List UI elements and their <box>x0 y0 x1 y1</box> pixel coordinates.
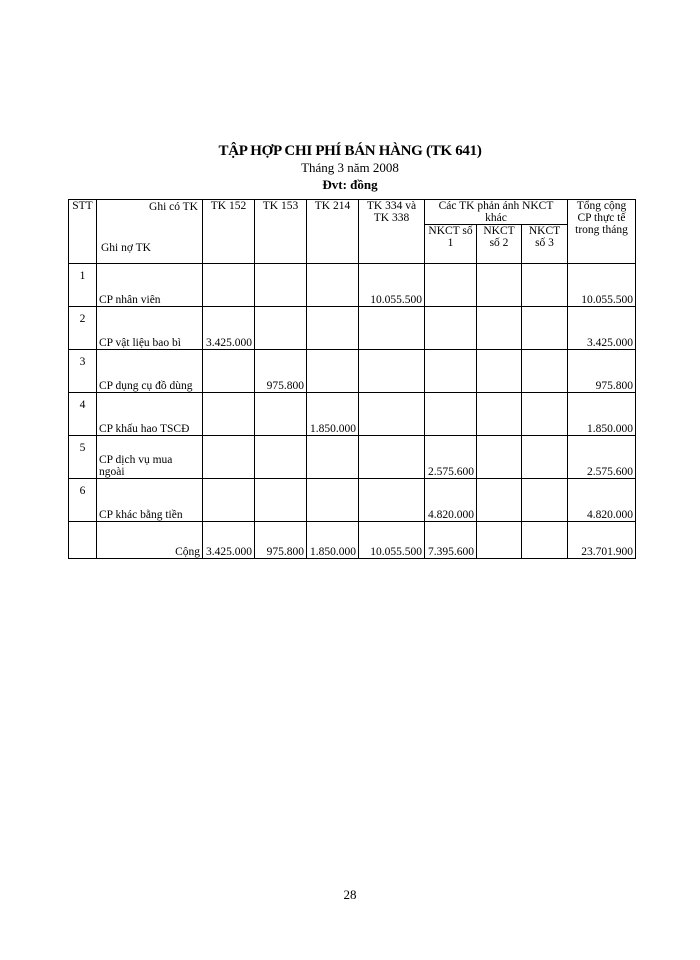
cell-tk153 <box>255 479 307 522</box>
total-tk214: 1.850.000 <box>307 522 359 559</box>
cell-tk334 <box>359 393 425 436</box>
cell-total: 4.820.000 <box>568 479 636 522</box>
cell-tk152 <box>203 436 255 479</box>
cell-nkct2 <box>477 350 522 393</box>
cell-tk214 <box>307 264 359 307</box>
cell-tk152 <box>203 350 255 393</box>
document-subtitle: Tháng 3 năm 2008 <box>301 160 399 175</box>
header-nkct2: NKCT số 2 <box>477 225 522 264</box>
cell-nkct1 <box>425 350 477 393</box>
header-tk153: TK 153 <box>255 200 307 264</box>
total-grand: 23.701.900 <box>568 522 636 559</box>
cell-total: 10.055.500 <box>568 264 636 307</box>
cell-tk214 <box>307 436 359 479</box>
table-row <box>69 264 636 307</box>
cell-nkct3 <box>522 479 568 522</box>
table-row <box>69 479 636 522</box>
row-stt: 4 <box>69 393 97 436</box>
total-row <box>69 522 636 559</box>
cell-nkct2 <box>477 307 522 350</box>
row-stt: 2 <box>69 307 97 350</box>
total-tk152: 3.425.000 <box>203 522 255 559</box>
cell-nkct1: 4.820.000 <box>425 479 477 522</box>
header-nkct1: NKCT số 1 <box>425 225 477 264</box>
cell-nkct1 <box>425 307 477 350</box>
cell-tk153 <box>255 307 307 350</box>
cell-tk152 <box>203 393 255 436</box>
cell-tk152 <box>203 479 255 522</box>
total-row-label: Cộng <box>97 522 203 559</box>
cell-tk334 <box>359 436 425 479</box>
table-row <box>69 436 636 479</box>
cell-tk334 <box>359 350 425 393</box>
cell-tk214 <box>307 307 359 350</box>
row-name: CP dụng cụ đồ dùng <box>97 350 203 393</box>
table-row <box>69 393 636 436</box>
cell-nkct3 <box>522 264 568 307</box>
page-number: 28 <box>343 887 357 902</box>
row-stt: 3 <box>69 350 97 393</box>
cell-tk214 <box>307 479 359 522</box>
cell-nkct2 <box>477 479 522 522</box>
header-credit: Ghi có TK <box>149 201 198 213</box>
cell-nkct1 <box>425 393 477 436</box>
cell-nkct2 <box>477 436 522 479</box>
cell-tk153 <box>255 393 307 436</box>
cell-total: 2.575.600 <box>568 436 636 479</box>
cell-nkct3 <box>522 393 568 436</box>
cell-tk152: 3.425.000 <box>203 307 255 350</box>
row-name: CP vật liệu bao bì <box>97 307 203 350</box>
cell-nkct3 <box>522 350 568 393</box>
header-tk214: TK 214 <box>307 200 359 264</box>
row-name: CP nhân viên <box>97 264 203 307</box>
header-debit: Ghi nợ TK <box>101 242 151 254</box>
cell-tk214: 1.850.000 <box>307 393 359 436</box>
total-tk334: 10.055.500 <box>359 522 425 559</box>
row-stt: 6 <box>69 479 97 522</box>
cell-tk334 <box>359 479 425 522</box>
cell-nkct3 <box>522 436 568 479</box>
cell-tk153 <box>255 436 307 479</box>
row-stt: 5 <box>69 436 97 479</box>
cell-tk334 <box>359 307 425 350</box>
cell-tk214 <box>307 350 359 393</box>
cell-tk153: 975.800 <box>255 350 307 393</box>
cell-tk152 <box>203 264 255 307</box>
cell-total: 975.800 <box>568 350 636 393</box>
total-nkct3 <box>522 522 568 559</box>
row-name: CP dịch vụ mua ngoài <box>97 436 203 479</box>
header-row <box>69 200 636 225</box>
header-account-split <box>97 200 203 264</box>
header-stt: STT <box>69 200 97 264</box>
cell-nkct1 <box>425 264 477 307</box>
cost-summary-table <box>68 199 636 559</box>
document-title: TẬP HỢP CHI PHÍ BÁN HÀNG (TK 641) <box>218 143 482 159</box>
cell-nkct2 <box>477 393 522 436</box>
total-nkct1: 7.395.600 <box>425 522 477 559</box>
table-row <box>69 350 636 393</box>
row-stt: 1 <box>69 264 97 307</box>
cell-tk153 <box>255 264 307 307</box>
table-row <box>69 307 636 350</box>
header-tk152: TK 152 <box>203 200 255 264</box>
total-nkct2 <box>477 522 522 559</box>
row-name: CP khấu hao TSCĐ <box>97 393 203 436</box>
header-other-group: Các TK phản ánh NKCT khác <box>425 200 568 225</box>
cell-total: 1.850.000 <box>568 393 636 436</box>
header-tk334: TK 334 và TK 338 <box>359 200 425 264</box>
cell-nkct1: 2.575.600 <box>425 436 477 479</box>
currency-unit: Đvt: đồng <box>322 177 378 192</box>
total-row-stt <box>69 522 97 559</box>
cell-nkct2 <box>477 264 522 307</box>
row-name: CP khác bằng tiền <box>97 479 203 522</box>
header-total: Tổng cộng CP thực tế trong tháng <box>568 200 636 264</box>
cell-nkct3 <box>522 307 568 350</box>
cell-tk334: 10.055.500 <box>359 264 425 307</box>
total-tk153: 975.800 <box>255 522 307 559</box>
header-nkct3: NKCT số 3 <box>522 225 568 264</box>
cell-total: 3.425.000 <box>568 307 636 350</box>
